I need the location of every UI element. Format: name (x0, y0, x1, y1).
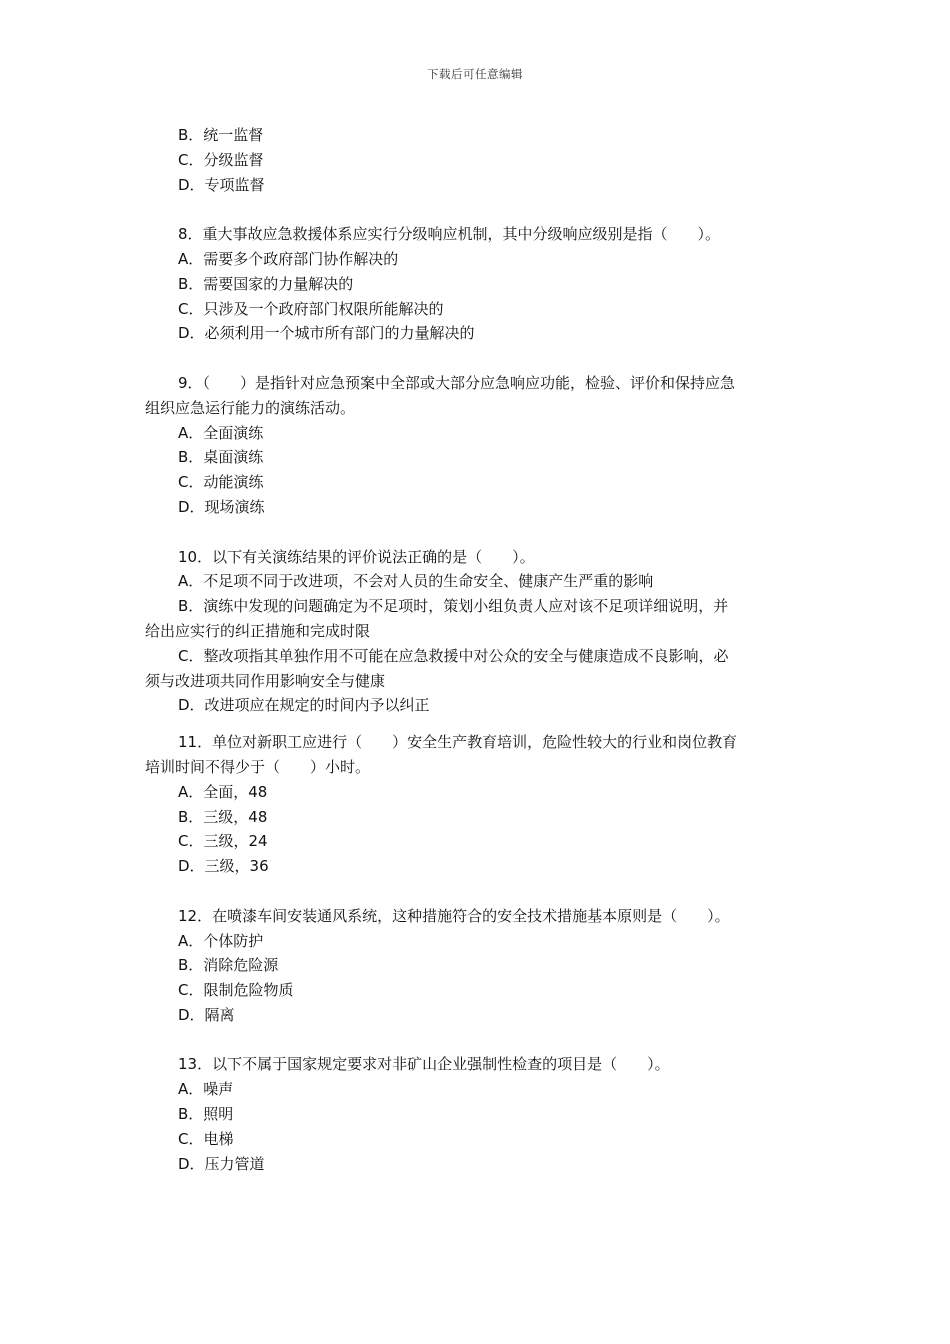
q12-option-d: D．隔离 (178, 1005, 235, 1024)
q8-option-c: C．只涉及一个政府部门权限所能解决的 (178, 299, 444, 318)
q13-stem: 13．以下不属于国家规定要求对非矿山企业强制性检查的项目是（ ）。 (178, 1055, 670, 1074)
q7-option-d: D．专项监督 (178, 175, 265, 194)
q11-stem-line2: 培训时间不得少于（ ）小时。 (145, 757, 371, 776)
q11-option-a: A．全面，48 (178, 782, 268, 801)
q13-option-d: D．压力管道 (178, 1154, 265, 1173)
q9-stem-line1: 9．（ ）是指针对应急预案中全部或大部分应急响应功能，检验、评价和保持应急 (178, 373, 736, 392)
q8-stem: 8．重大事故应急救援体系应实行分级响应机制，其中分级响应级别是指（ ）。 (178, 225, 721, 244)
q10-option-a: A．不足项不同于改进项，不会对人员的生命安全、健康产生严重的影响 (178, 572, 654, 591)
q10-stem: 10．以下有关演练结果的评价说法正确的是（ ）。 (178, 547, 535, 566)
q7-option-c: C．分级监督 (178, 150, 264, 169)
document-body (145, 123, 805, 1176)
q10-option-b-line2: 给出应实行的纠正措施和完成时限 (145, 621, 371, 640)
q9-option-a: A．全面演练 (178, 423, 264, 442)
q12-option-a: A．个体防护 (178, 931, 264, 950)
q13-option-b: B．照明 (178, 1105, 234, 1124)
q8-option-a: A．需要多个政府部门协作解决的 (178, 249, 399, 268)
q11-option-d: D．三级，36 (178, 857, 269, 876)
q9-stem-line2: 组织应急运行能力的演练活动。 (145, 398, 356, 417)
q10-option-d: D．改进项应在规定的时间内予以纠正 (178, 696, 430, 715)
q10-option-c-line2: 须与改进项共同作用影响安全与健康 (145, 671, 386, 690)
q11-stem-line1: 11．单位对新职工应进行（ ）安全生产教育培训，危险性较大的行业和岗位教育 (178, 733, 738, 752)
q9-option-b: B．桌面演练 (178, 448, 264, 467)
q10-option-b-line1: B．演练中发现的问题确定为不足项时，策划小组负责人应对该不足项详细说明，并 (178, 597, 729, 616)
q11-option-b: B．三级，48 (178, 807, 268, 826)
q7-option-b: B．统一监督 (178, 126, 264, 144)
q10-option-c-line1: C．整改项指其单独作用不可能在应急救援中对公众的安全与健康造成不良影响，必 (178, 646, 729, 665)
q9-option-d: D．现场演练 (178, 497, 265, 516)
q13-option-a: A．噪声 (178, 1080, 234, 1099)
q8-option-b: B．需要国家的力量解决的 (178, 274, 354, 293)
q11-option-c: C．三级，24 (178, 832, 268, 851)
q13-option-c: C．电梯 (178, 1129, 234, 1148)
q12-stem: 12．在喷漆车间安装通风系统，这种措施符合的安全技术措施基本原则是（ ）。 (178, 906, 730, 925)
q8-option-d: D．必须利用一个城市所有部门的力量解决的 (178, 324, 475, 343)
q12-option-c: C．限制危险物质 (178, 981, 294, 1000)
q12-option-b: B．消除危险源 (178, 956, 279, 975)
page-header: 下载后可任意编辑 (427, 67, 523, 81)
q9-option-c: C．动能演练 (178, 473, 264, 492)
